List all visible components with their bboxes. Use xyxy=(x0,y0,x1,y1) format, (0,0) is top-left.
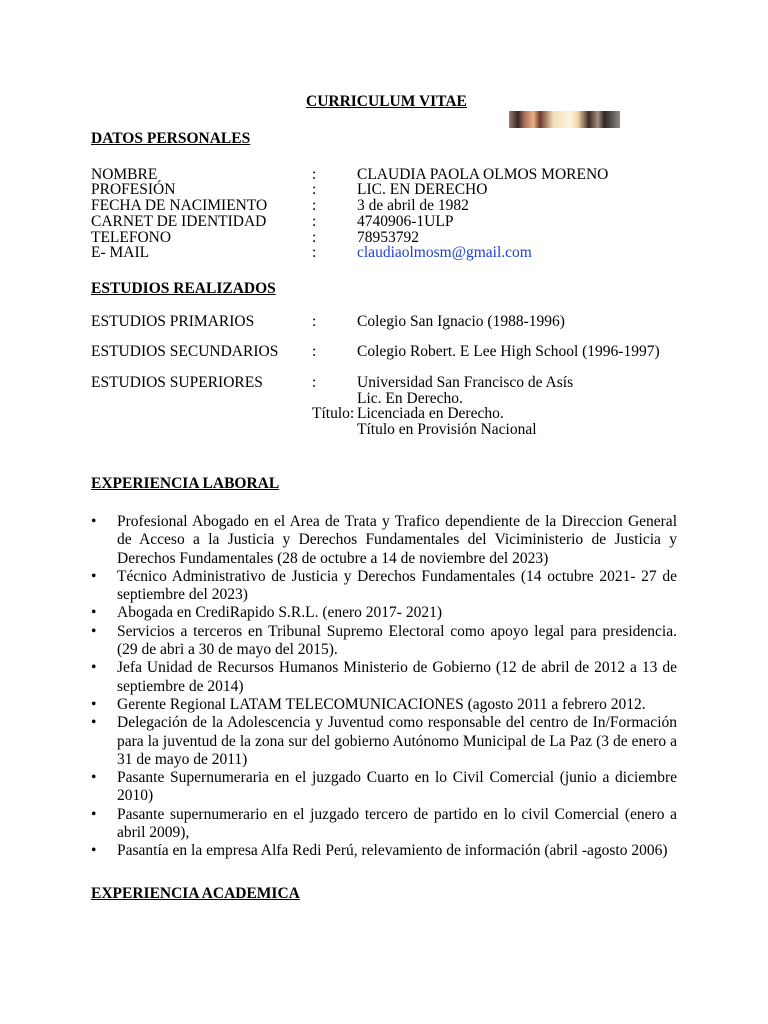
list-item xyxy=(91,806,677,843)
superiores-licenciatura: Lic. En Derecho. xyxy=(357,390,463,407)
field-colon: : xyxy=(312,244,317,261)
experiencia-laboral-list xyxy=(91,513,677,861)
email-link[interactable]: claudiaolmosm@gmail.com xyxy=(357,244,532,261)
list-item xyxy=(91,513,677,568)
list-item xyxy=(91,659,677,696)
field-value-primarios: Colegio San Ignacio (1988-1996) xyxy=(357,313,565,330)
list-item xyxy=(91,842,677,860)
list-item-text: Pasantía en la empresa Alfa Redi Perú, relevamiento de información (abril -agosto 2006) xyxy=(117,842,668,860)
bullet: • xyxy=(91,714,97,732)
field-label-email: E- MAIL xyxy=(91,244,150,261)
bullet: • xyxy=(91,604,97,622)
bullet: • xyxy=(91,769,97,787)
field-value-carnet: 4740906-1ULP xyxy=(357,213,454,230)
field-colon: : xyxy=(312,343,317,360)
list-item-text: Profesional Abogado en el Area de Trata y Trafico dependiente de la Direccion General de Acceso a la Justicia y Derechos Fundamentales del Viciministerio de Justicia y Derechos Fundamentales (28 de octubre a 14 de noviembre del 2023) xyxy=(117,513,677,567)
field-label-nombre: NOMBRE xyxy=(91,166,158,183)
bullet: • xyxy=(91,567,97,585)
field-label-fecha-nacimiento: FECHA DE NACIMIENTO xyxy=(91,197,268,214)
list-item xyxy=(91,714,677,769)
list-item xyxy=(91,568,677,605)
bullet: • xyxy=(91,805,97,823)
field-label-profesion: PROFESIÓN xyxy=(91,181,176,198)
bullet: • xyxy=(91,695,97,713)
titulo-label: Título: xyxy=(312,405,355,422)
profile-photo xyxy=(509,111,620,128)
field-colon: : xyxy=(312,229,317,246)
field-colon: : xyxy=(312,374,317,391)
field-colon: : xyxy=(312,313,317,330)
list-item xyxy=(91,623,677,660)
superiores-universidad: Universidad San Francisco de Asís xyxy=(357,374,574,391)
list-item-text: Pasante Supernumeraria en el juzgado Cuarto en lo Civil Comercial (junio a diciembre 2010) xyxy=(117,769,677,805)
superiores-provision: Título en Provisión Nacional xyxy=(357,421,537,438)
field-label-carnet: CARNET DE IDENTIDAD xyxy=(91,213,267,230)
field-label-telefono: TELEFONO xyxy=(91,229,172,246)
list-item-text: Delegación de la Adolescencia y Juventud como responsable del centro de In/Formación para la juventud de la zona sur del gobierno Autónomo Municipal de La Paz (3 de enero a 31 de mayo de 2011) xyxy=(117,714,677,768)
field-colon: : xyxy=(312,197,317,214)
bullet: • xyxy=(91,842,97,860)
experiencia-academica-heading: EXPERIENCIA ACADEMICA xyxy=(91,885,300,902)
field-label-secundarios: ESTUDIOS SECUNDARIOS xyxy=(91,343,279,360)
field-value-profesion: LIC. EN DERECHO xyxy=(357,181,488,198)
list-item-text: Servicios a terceros en Tribunal Supremo Electoral como apoyo legal para presidencia. (29 de abri a 30 de mayo del 2015). xyxy=(117,622,677,659)
field-label-primarios: ESTUDIOS PRIMARIOS xyxy=(91,313,255,330)
experiencia-laboral-heading: EXPERIENCIA LABORAL xyxy=(91,475,280,492)
field-value-fecha-nacimiento: 3 de abril de 1982 xyxy=(357,197,469,214)
field-colon: : xyxy=(312,166,317,183)
document-title: CURRICULUM VITAE xyxy=(306,93,467,110)
field-colon: : xyxy=(312,181,317,198)
list-item xyxy=(91,604,677,622)
list-item-text: Jefa Unidad de Recursos Humanos Ministerio de Gobierno (12 de abril de 2012 a 13 de septiembre de 2014) xyxy=(117,659,677,695)
field-colon: : xyxy=(312,213,317,230)
list-item xyxy=(91,696,677,714)
list-item-text: Gerente Regional LATAM TELECOMUNICACIONES (agosto 2011 a febrero 2012. xyxy=(117,695,646,713)
field-label-superiores: ESTUDIOS SUPERIORES xyxy=(91,374,263,391)
bullet: • xyxy=(91,659,97,677)
datos-personales-heading: DATOS PERSONALES xyxy=(91,130,251,147)
bullet: • xyxy=(91,513,97,530)
bullet: • xyxy=(91,622,97,640)
list-item-text: Pasante supernumerario en el juzgado tercero de partido en lo civil Comercial (enero a abril 2009), xyxy=(117,805,677,842)
list-item-text: Técnico Administrativo de Justicia y Derechos Fundamentales (14 octubre 2021- 27 de septiembre del 2023) xyxy=(117,567,677,604)
list-item xyxy=(91,769,677,806)
field-value-nombre: CLAUDIA PAOLA OLMOS MORENO xyxy=(357,166,609,183)
list-item-text: Abogada en CrediRapido S.R.L. (enero 2017- 2021) xyxy=(117,604,443,622)
field-value-telefono: 78953792 xyxy=(357,229,419,246)
field-value-secundarios: Colegio Robert. E Lee High School (1996-1997) xyxy=(357,343,660,360)
estudios-heading: ESTUDIOS REALIZADOS xyxy=(91,280,276,297)
superiores-titulo: Licenciada en Derecho. xyxy=(357,405,504,422)
